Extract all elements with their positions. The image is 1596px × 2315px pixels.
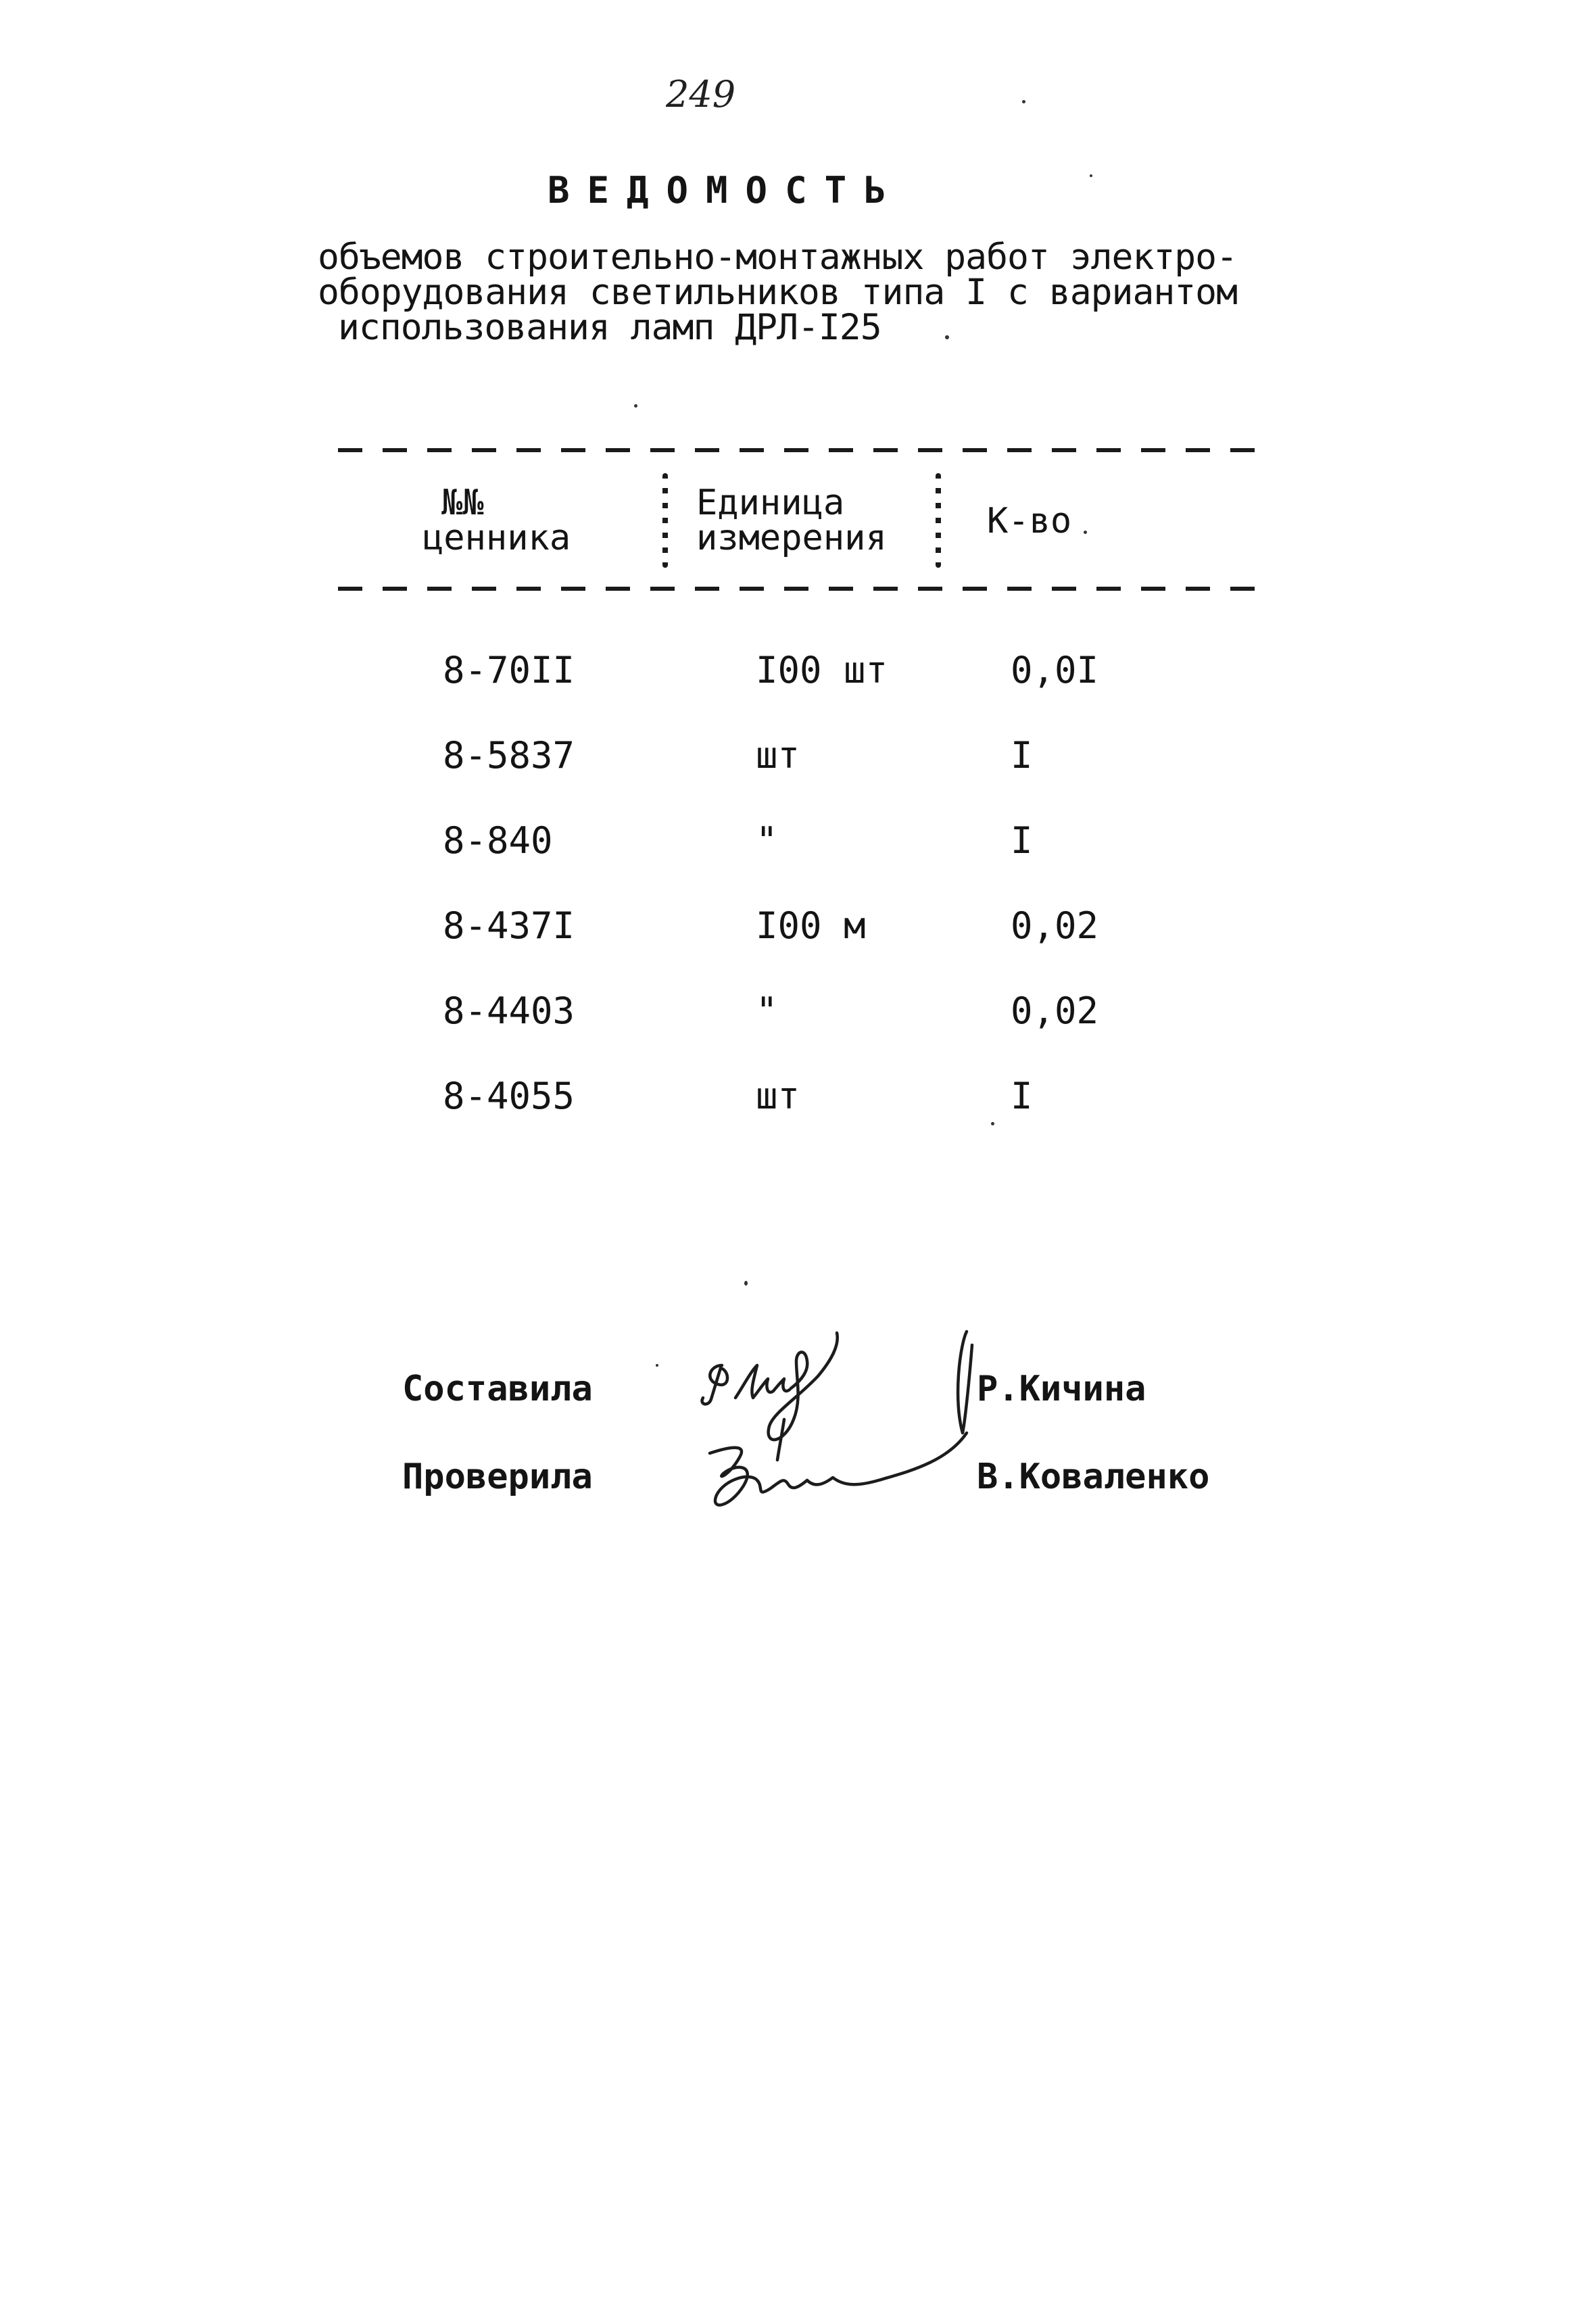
scan-speck (656, 1364, 658, 1367)
column-separator-2 (936, 473, 941, 568)
compiled-by-name: Р.Кичина (977, 1369, 1146, 1409)
header-unit (696, 485, 887, 556)
scan-speck (634, 404, 637, 408)
document-title: ВЕДОМОСТЬ (548, 169, 904, 212)
header-number-sign: №№ (441, 483, 484, 523)
subtitle-line-3: использования ламп ДРЛ-I25 (338, 307, 881, 348)
header-price-label: ценника (422, 518, 571, 558)
header-quantity: К-во (987, 501, 1072, 541)
table-row-3-qty: I (1011, 819, 1033, 862)
table-row-5-code: 8-4403 (443, 990, 575, 1032)
checked-by-label: Проверила (402, 1457, 593, 1497)
subtitle-line-2: оборудования светильников типа I с вариантом (318, 272, 1237, 313)
scan-speck (1090, 174, 1092, 177)
table-row-2-code: 8-5837 (443, 734, 575, 777)
table-header-bottom-rule (338, 587, 1257, 591)
table-row-5-qty: 0,02 (1011, 990, 1099, 1032)
scan-speck (1084, 531, 1087, 534)
table-row-6-unit: шт (756, 1075, 800, 1117)
table-row-1-qty: 0,0I (1011, 649, 1099, 691)
scan-speck (1022, 100, 1025, 103)
table-row-2-qty: I (1011, 734, 1033, 777)
table-header-top-rule (338, 448, 1257, 452)
table-row-4-qty: 0,02 (1011, 904, 1099, 947)
scan-speck (991, 1122, 994, 1125)
header-unit-line-1: Единица (696, 483, 845, 523)
table-row-6-code: 8-4055 (443, 1075, 575, 1117)
table-row-3-code: 8-840 (443, 819, 553, 862)
table-row-1-unit: I00 шт (756, 649, 888, 691)
header-price-number (422, 485, 571, 556)
scan-speck (744, 1281, 748, 1286)
table-row-5-unit: " (756, 990, 778, 1032)
document-subtitle (318, 237, 1237, 348)
handwritten-signatures (683, 1318, 994, 1541)
table-row-2-unit: шт (756, 734, 800, 777)
table-row-4-code: 8-437I (443, 904, 575, 947)
table-row-1-code: 8-70II (443, 649, 575, 691)
scan-speck (945, 335, 949, 339)
page-number: 249 (666, 73, 736, 116)
checked-by-name: В.Коваленко (977, 1457, 1210, 1497)
compiled-by-label: Составила (402, 1369, 593, 1409)
table-row-3-unit: " (756, 819, 778, 862)
column-separator-1 (662, 473, 668, 568)
header-unit-line-2: измерения (696, 518, 887, 558)
subtitle-line-1: объемов строительно-монтажных работ электро- (318, 237, 1237, 278)
table-row-4-unit: I00 м (756, 904, 866, 947)
table-row-6-qty: I (1011, 1075, 1033, 1117)
